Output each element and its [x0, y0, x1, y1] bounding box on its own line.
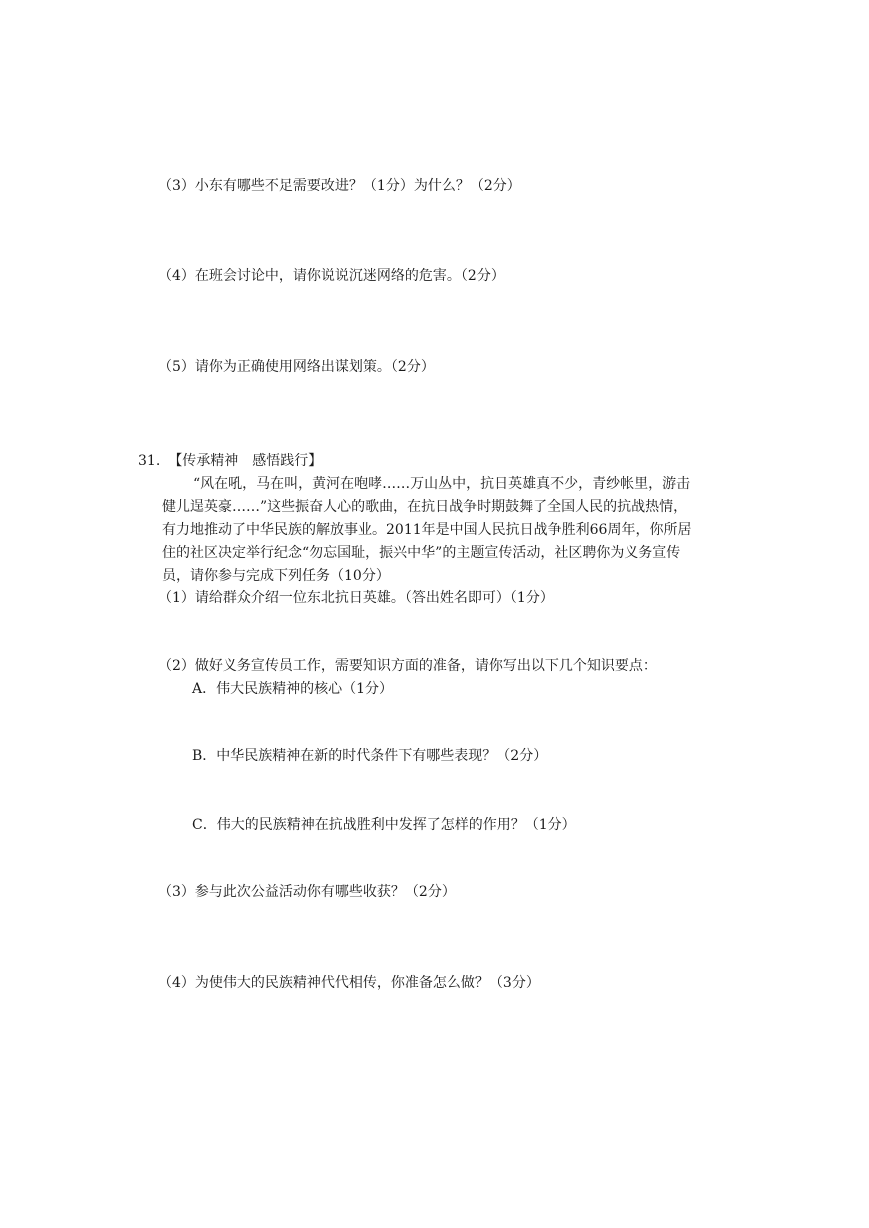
- sub-question-2c: C．伟大的民族精神在抗战胜利中发挥了怎样的作用？（1分）: [192, 817, 576, 833]
- sub-question-2a: A．伟大民族精神的核心（1分）: [192, 681, 394, 697]
- sub-question-3: （3）参与此次公益活动你有哪些收获？（2分）: [158, 884, 456, 900]
- question-31-heading: [138, 451, 322, 471]
- question-number: 31.: [138, 453, 161, 469]
- intro-line-2: 健儿逞英豪……”这些振奋人心的歌曲，在抗日战争时期鼓舞了全国人民的抗战热情，: [162, 499, 688, 515]
- prev-question-5: （5）请你为正确使用网络出谋划策。（2分）: [158, 359, 435, 375]
- intro-line-5: 员，请你参与完成下列任务（10分）: [162, 568, 390, 584]
- intro-line-1: “风在吼，马在叫，黄河在咆哮……万山丛中，抗日英雄真不少，青纱帐里，游击: [193, 476, 691, 492]
- intro-line-3: 有力地推动了中华民族的解放事业。2011年是中国人民抗日战争胜利66周年，你所居: [162, 522, 692, 538]
- question-title: 【传承精神 感悟践行】: [168, 453, 323, 469]
- prev-question-4: （4）在班会讨论中，请你说说沉迷网络的危害。（2分）: [158, 268, 505, 284]
- sub-question-2b: B．中华民族精神在新的时代条件下有哪些表现？（2分）: [192, 748, 548, 764]
- sub-question-4: （4）为使伟大的民族精神代代相传，你准备怎么做？（3分）: [158, 975, 540, 991]
- sub-question-2: （2）做好义务宣传员工作，需要知识方面的准备，请你写出以下几个知识要点：: [158, 658, 657, 674]
- intro-line-4: 住的社区决定举行纪念“勿忘国耻，振兴中华”的主题宣传活动，社区聘你为义务宣传: [162, 545, 681, 561]
- sub-question-1: （1）请给群众介绍一位东北抗日英雄。（答出姓名即可）（1分）: [158, 590, 554, 606]
- prev-question-3: （3）小东有哪些不足需要改进？（1分）为什么？（2分）: [158, 178, 521, 194]
